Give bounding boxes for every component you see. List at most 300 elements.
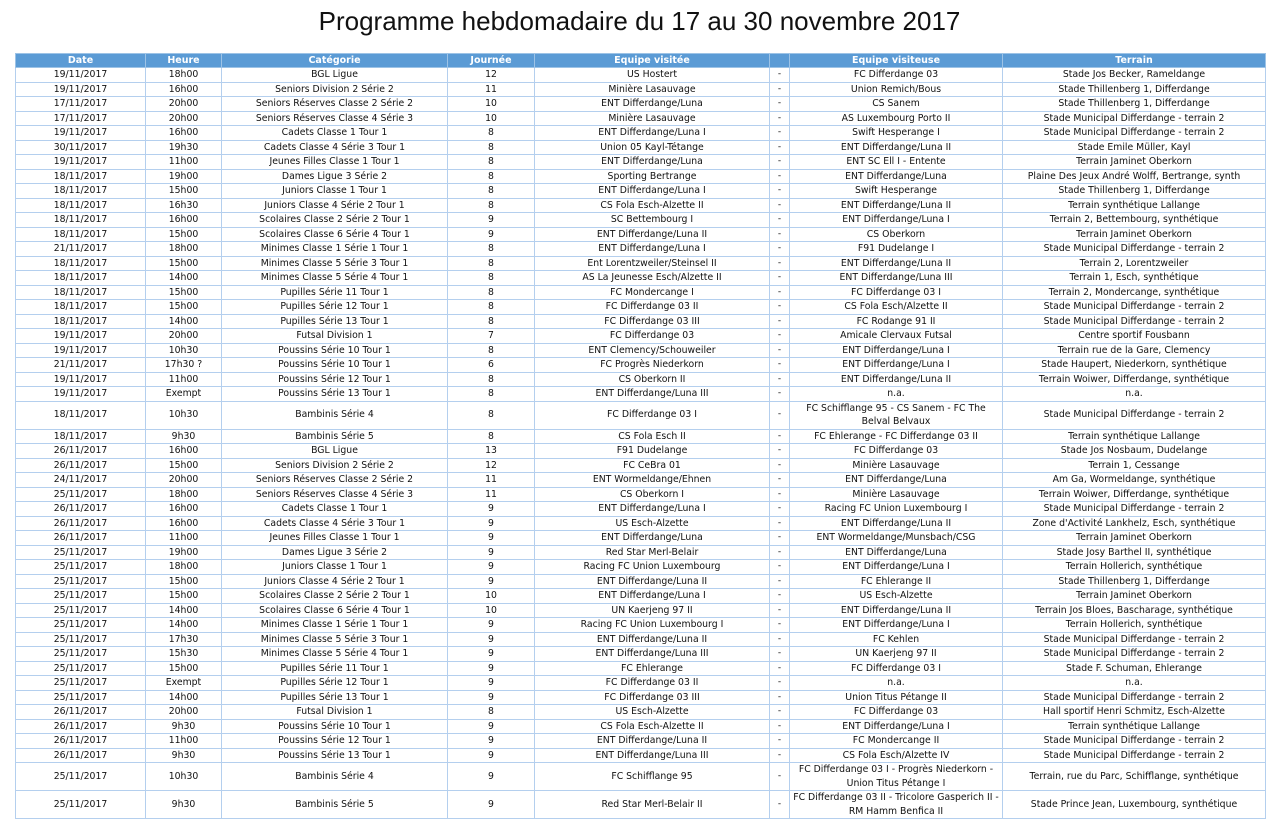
- cell-heure: 18h00: [146, 68, 222, 83]
- cell-categorie: BGL Ligue: [222, 68, 448, 83]
- cell-journee: 8: [448, 314, 535, 329]
- cell-journee: 11: [448, 82, 535, 97]
- table-row: [16, 429, 1266, 444]
- cell-heure: Exempt: [146, 676, 222, 691]
- cell-date: 18/11/2017: [16, 429, 146, 444]
- cell-equipe-visitee: Racing FC Union Luxembourg: [535, 560, 770, 575]
- cell-terrain: Terrain 2, Mondercange, synthétique: [1003, 285, 1266, 300]
- cell-equipe-visitee: Red Star Merl-Belair II: [535, 791, 770, 819]
- cell-equipe-visitee: FC Differdange 03 III: [535, 690, 770, 705]
- cell-journee: 8: [448, 155, 535, 170]
- cell-separator: -: [770, 647, 790, 662]
- table-row: [16, 184, 1266, 199]
- cell-heure: 17h30: [146, 632, 222, 647]
- cell-equipe-visiteuse: n.a.: [790, 676, 1003, 691]
- cell-equipe-visiteuse: CS Fola Esch/Alzette IV: [790, 748, 1003, 763]
- cell-journee: 9: [448, 661, 535, 676]
- cell-journee: 10: [448, 603, 535, 618]
- cell-terrain: n.a.: [1003, 387, 1266, 402]
- cell-heure: 17h30 ?: [146, 358, 222, 373]
- column-header-heure: Heure: [146, 54, 222, 68]
- cell-equipe-visitee: Minière Lasauvage: [535, 82, 770, 97]
- table-row: [16, 473, 1266, 488]
- cell-categorie: Seniors Division 2 Série 2: [222, 458, 448, 473]
- cell-date: 25/11/2017: [16, 560, 146, 575]
- cell-equipe-visiteuse: AS Luxembourg Porto II: [790, 111, 1003, 126]
- cell-terrain: Stade Thillenberg 1, Differdange: [1003, 82, 1266, 97]
- cell-terrain: Stade Jos Becker, Rameldange: [1003, 68, 1266, 83]
- cell-terrain: Stade Thillenberg 1, Differdange: [1003, 184, 1266, 199]
- cell-categorie: BGL Ligue: [222, 444, 448, 459]
- cell-date: 19/11/2017: [16, 329, 146, 344]
- cell-categorie: Pupilles Série 13 Tour 1: [222, 314, 448, 329]
- cell-journee: 6: [448, 358, 535, 373]
- column-header-date: Date: [16, 54, 146, 68]
- cell-heure: 20h00: [146, 111, 222, 126]
- cell-heure: 15h00: [146, 285, 222, 300]
- cell-separator: -: [770, 401, 790, 429]
- cell-categorie: Minimes Classe 1 Série 1 Tour 1: [222, 618, 448, 633]
- table-body: [16, 68, 1266, 819]
- cell-terrain: Stade F. Schuman, Ehlerange: [1003, 661, 1266, 676]
- cell-equipe-visiteuse: ENT Differdange/Luna II: [790, 198, 1003, 213]
- cell-date: 26/11/2017: [16, 458, 146, 473]
- cell-date: 19/11/2017: [16, 372, 146, 387]
- cell-date: 19/11/2017: [16, 343, 146, 358]
- cell-date: 26/11/2017: [16, 734, 146, 749]
- cell-categorie: Scolaires Classe 6 Série 4 Tour 1: [222, 603, 448, 618]
- cell-terrain: Stade Municipal Differdange - terrain 2: [1003, 734, 1266, 749]
- cell-heure: 16h00: [146, 82, 222, 97]
- table-row: [16, 589, 1266, 604]
- cell-categorie: Pupilles Série 12 Tour 1: [222, 300, 448, 315]
- cell-separator: -: [770, 227, 790, 242]
- cell-separator: -: [770, 763, 790, 791]
- cell-terrain: Stade Municipal Differdange - terrain 2: [1003, 502, 1266, 517]
- cell-date: 26/11/2017: [16, 444, 146, 459]
- cell-categorie: Minimes Classe 5 Série 3 Tour 1: [222, 632, 448, 647]
- cell-terrain: Stade Municipal Differdange - terrain 2: [1003, 401, 1266, 429]
- cell-equipe-visiteuse: ENT Differdange/Luna I: [790, 213, 1003, 228]
- cell-equipe-visitee: ENT Differdange/Luna II: [535, 227, 770, 242]
- cell-equipe-visiteuse: Minière Lasauvage: [790, 487, 1003, 502]
- cell-equipe-visiteuse: FC Differdange 03 II - Tricolore Gasperich II - RM Hamm Benfica II: [790, 791, 1003, 819]
- table-header-row: [16, 54, 1266, 68]
- table-row: [16, 545, 1266, 560]
- cell-equipe-visitee: ENT Differdange/Luna III: [535, 647, 770, 662]
- cell-heure: 15h00: [146, 589, 222, 604]
- cell-categorie: Bambinis Série 4: [222, 401, 448, 429]
- cell-terrain: Stade Municipal Differdange - terrain 2: [1003, 647, 1266, 662]
- cell-terrain: Stade Municipal Differdange - terrain 2: [1003, 314, 1266, 329]
- cell-equipe-visiteuse: FC Differdange 03 I: [790, 285, 1003, 300]
- cell-terrain: Terrain synthétique Lallange: [1003, 198, 1266, 213]
- cell-date: 18/11/2017: [16, 256, 146, 271]
- cell-date: 25/11/2017: [16, 763, 146, 791]
- table-row: [16, 734, 1266, 749]
- cell-equipe-visiteuse: FC Ehlerange II: [790, 574, 1003, 589]
- table-row: [16, 343, 1266, 358]
- cell-equipe-visitee: ENT Differdange/Luna I: [535, 242, 770, 257]
- cell-terrain: Stade Jos Nosbaum, Dudelange: [1003, 444, 1266, 459]
- cell-journee: 8: [448, 140, 535, 155]
- cell-journee: 7: [448, 329, 535, 344]
- cell-categorie: Poussins Série 10 Tour 1: [222, 719, 448, 734]
- cell-terrain: Stade Municipal Differdange - terrain 2: [1003, 300, 1266, 315]
- cell-terrain: Stade Municipal Differdange - terrain 2: [1003, 690, 1266, 705]
- cell-date: 26/11/2017: [16, 516, 146, 531]
- cell-equipe-visitee: ENT Differdange/Luna II: [535, 632, 770, 647]
- cell-categorie: Poussins Série 13 Tour 1: [222, 748, 448, 763]
- cell-date: 17/11/2017: [16, 97, 146, 112]
- cell-date: 18/11/2017: [16, 184, 146, 199]
- cell-equipe-visiteuse: FC Mondercange II: [790, 734, 1003, 749]
- cell-equipe-visitee: FC Differdange 03 II: [535, 300, 770, 315]
- cell-heure: 11h00: [146, 372, 222, 387]
- cell-date: 25/11/2017: [16, 661, 146, 676]
- cell-terrain: Terrain 1, Cessange: [1003, 458, 1266, 473]
- cell-separator: -: [770, 82, 790, 97]
- cell-journee: 9: [448, 734, 535, 749]
- cell-journee: 8: [448, 300, 535, 315]
- cell-heure: 16h30: [146, 198, 222, 213]
- cell-terrain: Stade Thillenberg 1, Differdange: [1003, 97, 1266, 112]
- table-row: [16, 82, 1266, 97]
- cell-terrain: Terrain, rue du Parc, Schifflange, synthétique: [1003, 763, 1266, 791]
- cell-separator: -: [770, 545, 790, 560]
- cell-separator: -: [770, 458, 790, 473]
- cell-heure: 18h00: [146, 487, 222, 502]
- cell-heure: 14h00: [146, 271, 222, 286]
- cell-categorie: Cadets Classe 4 Série 3 Tour 1: [222, 516, 448, 531]
- table-row: [16, 329, 1266, 344]
- cell-equipe-visitee: CS Oberkorn II: [535, 372, 770, 387]
- cell-equipe-visiteuse: ENT Differdange/Luna II: [790, 256, 1003, 271]
- cell-journee: 8: [448, 387, 535, 402]
- cell-heure: 14h00: [146, 603, 222, 618]
- cell-categorie: Dames Ligue 3 Série 2: [222, 169, 448, 184]
- cell-terrain: Stade Municipal Differdange - terrain 2: [1003, 632, 1266, 647]
- cell-separator: -: [770, 169, 790, 184]
- cell-heure: 19h00: [146, 169, 222, 184]
- cell-equipe-visitee: FC Differdange 03: [535, 329, 770, 344]
- cell-categorie: Juniors Classe 4 Série 2 Tour 1: [222, 574, 448, 589]
- cell-journee: 9: [448, 690, 535, 705]
- cell-separator: -: [770, 531, 790, 546]
- cell-terrain: Centre sportif Fousbann: [1003, 329, 1266, 344]
- cell-separator: -: [770, 111, 790, 126]
- cell-heure: 15h00: [146, 256, 222, 271]
- cell-categorie: Seniors Réserves Classe 4 Série 3: [222, 111, 448, 126]
- cell-terrain: Stade Municipal Differdange - terrain 2: [1003, 111, 1266, 126]
- cell-heure: 20h00: [146, 473, 222, 488]
- cell-equipe-visitee: ENT Clemency/Schouweiler: [535, 343, 770, 358]
- cell-journee: 8: [448, 242, 535, 257]
- cell-terrain: n.a.: [1003, 676, 1266, 691]
- cell-equipe-visitee: FC Ehlerange: [535, 661, 770, 676]
- cell-equipe-visiteuse: ENT Differdange/Luna I: [790, 358, 1003, 373]
- cell-journee: 8: [448, 401, 535, 429]
- cell-date: 19/11/2017: [16, 68, 146, 83]
- cell-date: 26/11/2017: [16, 748, 146, 763]
- cell-journee: 8: [448, 285, 535, 300]
- cell-journee: 8: [448, 343, 535, 358]
- cell-equipe-visitee: FC Mondercange I: [535, 285, 770, 300]
- cell-date: 21/11/2017: [16, 242, 146, 257]
- cell-terrain: Terrain Woiwer, Differdange, synthétique: [1003, 487, 1266, 502]
- cell-equipe-visitee: FC Differdange 03 II: [535, 676, 770, 691]
- cell-terrain: Terrain synthétique Lallange: [1003, 719, 1266, 734]
- cell-journee: 8: [448, 429, 535, 444]
- cell-heure: 19h00: [146, 545, 222, 560]
- cell-journee: 9: [448, 560, 535, 575]
- cell-date: 25/11/2017: [16, 545, 146, 560]
- table-row: [16, 68, 1266, 83]
- cell-equipe-visiteuse: FC Differdange 03 I: [790, 661, 1003, 676]
- cell-categorie: Pupilles Série 11 Tour 1: [222, 661, 448, 676]
- cell-journee: 8: [448, 705, 535, 720]
- table-row: [16, 155, 1266, 170]
- cell-categorie: Poussins Série 10 Tour 1: [222, 358, 448, 373]
- cell-heure: 9h30: [146, 791, 222, 819]
- cell-equipe-visitee: ENT Differdange/Luna: [535, 531, 770, 546]
- cell-journee: 9: [448, 632, 535, 647]
- cell-date: 17/11/2017: [16, 111, 146, 126]
- table-row: [16, 719, 1266, 734]
- cell-separator: -: [770, 560, 790, 575]
- cell-terrain: Hall sportif Henri Schmitz, Esch-Alzette: [1003, 705, 1266, 720]
- cell-equipe-visiteuse: ENT Wormeldange/Munsbach/CSG: [790, 531, 1003, 546]
- cell-date: 25/11/2017: [16, 676, 146, 691]
- cell-equipe-visitee: UN Kaerjeng 97 II: [535, 603, 770, 618]
- cell-heure: 9h30: [146, 429, 222, 444]
- cell-categorie: Poussins Série 12 Tour 1: [222, 372, 448, 387]
- cell-journee: 8: [448, 256, 535, 271]
- cell-equipe-visiteuse: ENT SC Ell I - Entente: [790, 155, 1003, 170]
- cell-equipe-visiteuse: Swift Hesperange: [790, 184, 1003, 199]
- cell-equipe-visitee: Sporting Bertrange: [535, 169, 770, 184]
- cell-journee: 9: [448, 574, 535, 589]
- cell-categorie: Pupilles Série 11 Tour 1: [222, 285, 448, 300]
- cell-categorie: Jeunes Filles Classe 1 Tour 1: [222, 155, 448, 170]
- cell-terrain: Terrain Jaminet Oberkorn: [1003, 531, 1266, 546]
- cell-heure: 11h00: [146, 155, 222, 170]
- cell-terrain: Terrain 1, Esch, synthétique: [1003, 271, 1266, 286]
- cell-equipe-visiteuse: Racing FC Union Luxembourg I: [790, 502, 1003, 517]
- table-row: [16, 387, 1266, 402]
- cell-equipe-visiteuse: ENT Differdange/Luna I: [790, 560, 1003, 575]
- cell-equipe-visitee: F91 Dudelange: [535, 444, 770, 459]
- cell-equipe-visitee: CS Oberkorn I: [535, 487, 770, 502]
- cell-separator: -: [770, 719, 790, 734]
- cell-date: 18/11/2017: [16, 314, 146, 329]
- cell-date: 25/11/2017: [16, 574, 146, 589]
- cell-equipe-visitee: SC Bettembourg I: [535, 213, 770, 228]
- cell-date: 25/11/2017: [16, 647, 146, 662]
- cell-equipe-visitee: ENT Wormeldange/Ehnen: [535, 473, 770, 488]
- cell-separator: -: [770, 140, 790, 155]
- table-row: [16, 458, 1266, 473]
- cell-categorie: Cadets Classe 1 Tour 1: [222, 502, 448, 517]
- cell-journee: 9: [448, 676, 535, 691]
- cell-equipe-visiteuse: F91 Dudelange I: [790, 242, 1003, 257]
- cell-categorie: Scolaires Classe 2 Série 2 Tour 1: [222, 213, 448, 228]
- cell-heure: 14h00: [146, 618, 222, 633]
- cell-heure: 9h30: [146, 719, 222, 734]
- column-header-terrain: Terrain: [1003, 54, 1266, 68]
- cell-journee: 11: [448, 473, 535, 488]
- schedule-table: [15, 53, 1266, 819]
- cell-journee: 10: [448, 111, 535, 126]
- cell-heure: 16h00: [146, 502, 222, 517]
- column-header-equipe-visiteuse: Equipe visiteuse: [790, 54, 1003, 68]
- cell-separator: -: [770, 502, 790, 517]
- cell-separator: -: [770, 791, 790, 819]
- cell-journee: 9: [448, 763, 535, 791]
- table-row: [16, 444, 1266, 459]
- cell-categorie: Juniors Classe 4 Série 2 Tour 1: [222, 198, 448, 213]
- cell-terrain: Terrain synthétique Lallange: [1003, 429, 1266, 444]
- table-row: [16, 97, 1266, 112]
- cell-equipe-visiteuse: FC Kehlen: [790, 632, 1003, 647]
- cell-terrain: Plaine Des Jeux André Wolff, Bertrange, synth: [1003, 169, 1266, 184]
- cell-categorie: Minimes Classe 5 Série 3 Tour 1: [222, 256, 448, 271]
- cell-heure: 16h00: [146, 213, 222, 228]
- cell-journee: 8: [448, 198, 535, 213]
- cell-journee: 13: [448, 444, 535, 459]
- cell-equipe-visitee: FC Differdange 03 I: [535, 401, 770, 429]
- cell-date: 26/11/2017: [16, 531, 146, 546]
- cell-separator: -: [770, 198, 790, 213]
- cell-date: 25/11/2017: [16, 690, 146, 705]
- cell-equipe-visiteuse: FC Differdange 03 I - Progrès Niederkorn - Union Titus Pétange I: [790, 763, 1003, 791]
- cell-equipe-visiteuse: ENT Differdange/Luna I: [790, 618, 1003, 633]
- cell-categorie: Minimes Classe 1 Série 1 Tour 1: [222, 242, 448, 257]
- cell-categorie: Poussins Série 12 Tour 1: [222, 734, 448, 749]
- cell-heure: 10h30: [146, 401, 222, 429]
- cell-separator: -: [770, 676, 790, 691]
- cell-categorie: Seniors Réserves Classe 4 Série 3: [222, 487, 448, 502]
- cell-categorie: Futsal Division 1: [222, 705, 448, 720]
- column-header-equipe-visitee: Equipe visitée: [535, 54, 770, 68]
- cell-equipe-visitee: FC Progrès Niederkorn: [535, 358, 770, 373]
- cell-categorie: Jeunes Filles Classe 1 Tour 1: [222, 531, 448, 546]
- cell-terrain: Stade Josy Barthel II, synthétique: [1003, 545, 1266, 560]
- cell-categorie: Minimes Classe 5 Série 4 Tour 1: [222, 647, 448, 662]
- cell-heure: 9h30: [146, 748, 222, 763]
- cell-separator: -: [770, 271, 790, 286]
- cell-separator: -: [770, 661, 790, 676]
- table-row: [16, 126, 1266, 141]
- table-row: [16, 227, 1266, 242]
- table-row: [16, 111, 1266, 126]
- cell-date: 25/11/2017: [16, 791, 146, 819]
- cell-journee: 8: [448, 372, 535, 387]
- cell-date: 18/11/2017: [16, 227, 146, 242]
- cell-equipe-visiteuse: n.a.: [790, 387, 1003, 402]
- table-row: [16, 516, 1266, 531]
- cell-journee: 12: [448, 68, 535, 83]
- table-row: [16, 574, 1266, 589]
- cell-equipe-visiteuse: ENT Differdange/Luna: [790, 169, 1003, 184]
- table-row: [16, 748, 1266, 763]
- cell-equipe-visiteuse: ENT Differdange/Luna I: [790, 719, 1003, 734]
- cell-date: 25/11/2017: [16, 618, 146, 633]
- table-row: [16, 140, 1266, 155]
- cell-separator: -: [770, 734, 790, 749]
- cell-equipe-visiteuse: ENT Differdange/Luna II: [790, 603, 1003, 618]
- cell-equipe-visitee: ENT Differdange/Luna I: [535, 589, 770, 604]
- cell-equipe-visitee: US Esch-Alzette: [535, 705, 770, 720]
- cell-date: 18/11/2017: [16, 285, 146, 300]
- cell-separator: -: [770, 589, 790, 604]
- cell-equipe-visiteuse: CS Oberkorn: [790, 227, 1003, 242]
- cell-categorie: Cadets Classe 1 Tour 1: [222, 126, 448, 141]
- cell-equipe-visitee: ENT Differdange/Luna I: [535, 184, 770, 199]
- cell-date: 30/11/2017: [16, 140, 146, 155]
- cell-separator: -: [770, 285, 790, 300]
- cell-separator: -: [770, 372, 790, 387]
- cell-heure: 15h00: [146, 574, 222, 589]
- cell-heure: 10h30: [146, 763, 222, 791]
- table-row: [16, 169, 1266, 184]
- cell-categorie: Cadets Classe 4 Série 3 Tour 1: [222, 140, 448, 155]
- cell-heure: 18h00: [146, 242, 222, 257]
- cell-separator: -: [770, 444, 790, 459]
- cell-equipe-visiteuse: FC Differdange 03: [790, 444, 1003, 459]
- cell-equipe-visitee: FC Schifflange 95: [535, 763, 770, 791]
- cell-categorie: Minimes Classe 5 Série 4 Tour 1: [222, 271, 448, 286]
- cell-date: 24/11/2017: [16, 473, 146, 488]
- cell-separator: -: [770, 429, 790, 444]
- cell-categorie: Pupilles Série 12 Tour 1: [222, 676, 448, 691]
- cell-date: 25/11/2017: [16, 632, 146, 647]
- table-row: [16, 213, 1266, 228]
- cell-equipe-visitee: US Esch-Alzette: [535, 516, 770, 531]
- table-row: [16, 531, 1266, 546]
- cell-equipe-visitee: Minière Lasauvage: [535, 111, 770, 126]
- cell-equipe-visiteuse: ENT Differdange/Luna II: [790, 516, 1003, 531]
- cell-categorie: Poussins Série 13 Tour 1: [222, 387, 448, 402]
- cell-equipe-visiteuse: ENT Differdange/Luna: [790, 545, 1003, 560]
- cell-separator: -: [770, 155, 790, 170]
- cell-journee: 10: [448, 97, 535, 112]
- cell-date: 19/11/2017: [16, 82, 146, 97]
- table-row: [16, 256, 1266, 271]
- table-row: [16, 271, 1266, 286]
- table-row: [16, 487, 1266, 502]
- cell-categorie: Scolaires Classe 2 Série 2 Tour 1: [222, 589, 448, 604]
- cell-terrain: Stade Municipal Differdange - terrain 2: [1003, 242, 1266, 257]
- cell-equipe-visitee: ENT Differdange/Luna I: [535, 126, 770, 141]
- cell-heure: 10h30: [146, 343, 222, 358]
- table-row: [16, 502, 1266, 517]
- cell-equipe-visiteuse: FC Differdange 03: [790, 68, 1003, 83]
- cell-equipe-visiteuse: FC Differdange 03: [790, 705, 1003, 720]
- cell-equipe-visitee: Red Star Merl-Belair: [535, 545, 770, 560]
- column-header-categorie: Catégorie: [222, 54, 448, 68]
- cell-date: 19/11/2017: [16, 155, 146, 170]
- cell-heure: 19h30: [146, 140, 222, 155]
- table-row: [16, 242, 1266, 257]
- cell-separator: -: [770, 618, 790, 633]
- cell-separator: -: [770, 487, 790, 502]
- cell-equipe-visitee: Racing FC Union Luxembourg I: [535, 618, 770, 633]
- cell-separator: -: [770, 343, 790, 358]
- table-row: [16, 632, 1266, 647]
- cell-separator: -: [770, 473, 790, 488]
- cell-heure: 15h00: [146, 661, 222, 676]
